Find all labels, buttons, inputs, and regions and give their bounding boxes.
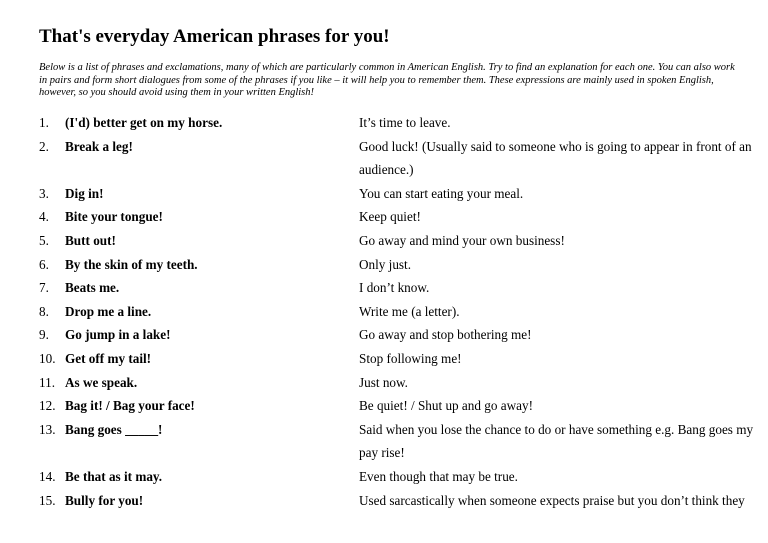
phrase-meaning: Write me (a letter). <box>359 303 460 319</box>
item-number: 1. <box>39 115 49 130</box>
phrase-list <box>39 111 764 512</box>
phrase-meaning: Used sarcastically when someone expects praise but you don’t think they <box>359 492 745 508</box>
phrase-row <box>39 205 764 229</box>
phrase-text: Drop me a line. <box>65 303 152 319</box>
phrase-row <box>39 394 764 418</box>
phrase-row <box>39 229 764 253</box>
phrase-text: Get off my tail! <box>65 350 152 366</box>
phrase-row <box>39 276 764 300</box>
phrase-meaning: Go away and stop bothering me! <box>359 327 532 343</box>
phrase-text: By the skin of my teeth. <box>65 256 198 272</box>
phrase-text: Bully for you! <box>65 492 144 508</box>
phrase-meaning: Go away and mind your own business! <box>359 232 565 248</box>
phrase-row <box>39 182 764 206</box>
phrase-row <box>39 300 764 324</box>
phrase-row <box>39 323 764 347</box>
item-number: 4. <box>39 209 49 225</box>
phrase-meaning: Stop following me! <box>359 350 462 366</box>
phrase-text: Bag it! / Bag your face! <box>65 398 195 414</box>
phrase-text: Dig in! <box>65 185 104 201</box>
item-number: 10. <box>39 350 56 366</box>
intro-paragraph: Below is a list of phrases and exclamations, many of which are particularly common in American English. Try to find an explanation for each one. You can also work in pairs and form short dialogues from some of the phrases if you like – it will help you to remember them. These expressions are mainly used in spoken English, however, so you should avoid using them in your written English! <box>39 62 735 98</box>
item-number: 12. <box>39 398 56 414</box>
phrase-meaning: Be quiet! / Shut up and go away! <box>359 398 533 414</box>
item-number: 3. <box>39 185 49 201</box>
item-number: 5. <box>39 232 49 248</box>
phrase-row <box>39 465 764 489</box>
phrase-text: Bang goes _____! <box>65 421 163 437</box>
item-number: 9. <box>39 327 49 343</box>
phrase-meaning: Said when you lose the chance to do or have something e.g. Bang goes my pay rise! <box>359 421 754 461</box>
item-number: 13. <box>39 421 56 437</box>
item-number: 7. <box>39 280 49 296</box>
phrase-row <box>39 135 764 182</box>
phrase-meaning: Even though that may be true. <box>359 468 518 484</box>
phrase-text: (I'd) better get on my horse. <box>65 115 223 130</box>
phrase-text: Bite your tongue! <box>65 209 163 225</box>
phrase-meaning: You can start eating your meal. <box>359 185 524 201</box>
phrase-meaning: Good luck! (Usually said to someone who is going to appear in front of an audience.) <box>359 138 752 178</box>
phrase-meaning: Just now. <box>359 374 408 390</box>
item-number: 11. <box>39 374 55 390</box>
phrase-text: As we speak. <box>65 374 138 390</box>
item-number: 2. <box>39 138 49 154</box>
item-number: 15. <box>39 492 56 508</box>
phrase-text: Beats me. <box>65 280 120 296</box>
phrase-row <box>39 371 764 395</box>
phrase-row <box>39 489 764 513</box>
phrase-meaning: Keep quiet! <box>359 209 421 225</box>
phrase-text: Break a leg! <box>65 138 133 154</box>
phrase-meaning: I don’t know. <box>359 280 430 296</box>
item-number: 6. <box>39 256 49 272</box>
phrase-text: Butt out! <box>65 232 116 248</box>
page-title: That's everyday American phrases for you! <box>39 26 390 47</box>
phrase-text: Go jump in a lake! <box>65 327 171 343</box>
phrase-row <box>39 418 764 465</box>
phrase-meaning: It’s time to leave. <box>359 115 451 130</box>
phrase-row <box>39 111 764 135</box>
item-number: 8. <box>39 303 49 319</box>
phrase-text: Be that as it may. <box>65 468 163 484</box>
phrase-row <box>39 253 764 277</box>
item-number: 14. <box>39 468 56 484</box>
phrase-row <box>39 347 764 371</box>
phrase-meaning: Only just. <box>359 256 412 272</box>
